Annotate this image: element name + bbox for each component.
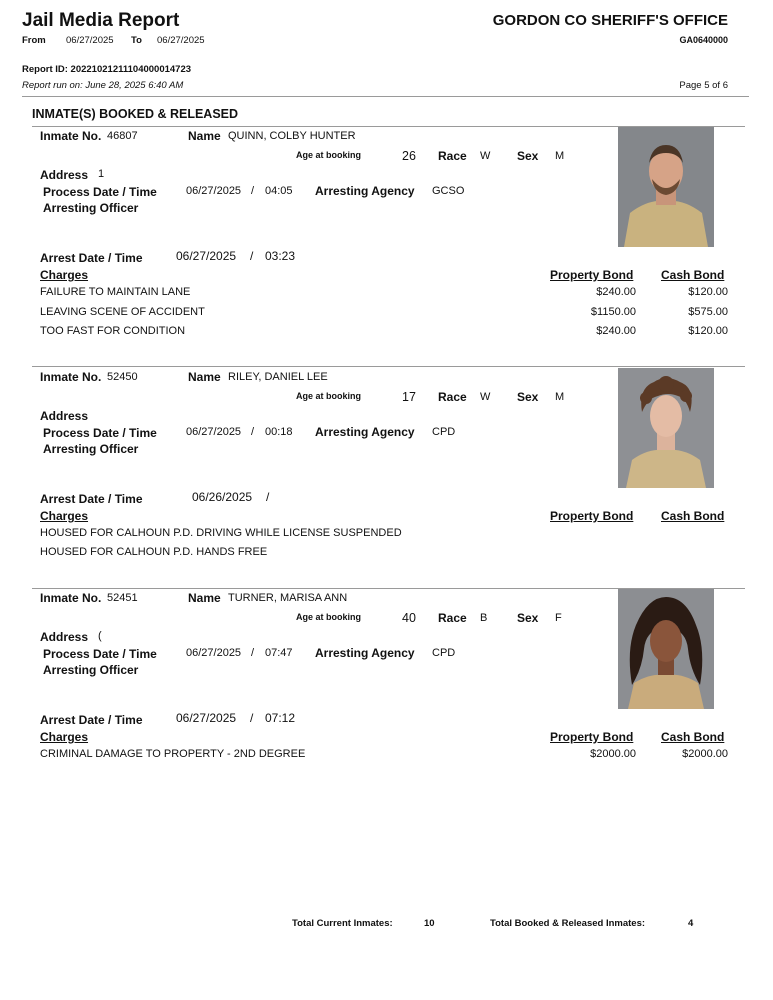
inmate-no-label: Inmate No. xyxy=(40,129,102,143)
charge-desc: FAILURE TO MAINTAIN LANE xyxy=(40,286,191,298)
charge-desc: TOO FAST FOR CONDITION xyxy=(40,325,186,337)
age-value: 17 xyxy=(402,390,416,404)
sex-label: Sex xyxy=(517,390,539,404)
charge-desc: HOUSED FOR CALHOUN P.D. HANDS FREE xyxy=(40,546,268,558)
inmate-name: QUINN, COLBY HUNTER xyxy=(228,130,356,142)
process-time: 04:05 xyxy=(265,185,293,197)
officer-label: Arresting Officer xyxy=(43,442,139,456)
process-date: 06/27/2025 xyxy=(186,185,242,197)
section-title: INMATE(S) BOOKED & RELEASED xyxy=(32,107,239,121)
arrest-time: 03:23 xyxy=(265,249,296,263)
name-label: Name xyxy=(188,129,221,143)
age-label: Age at booking xyxy=(296,612,361,622)
slash: / xyxy=(251,647,255,659)
arrest-label: Arrest Date / Time xyxy=(40,492,143,506)
inmate-no: 46807 xyxy=(107,130,138,142)
inmate-no: 52450 xyxy=(107,371,138,383)
report-id: Report ID: 20221021211104000014723 xyxy=(22,64,192,75)
charge-desc: LEAVING SCENE OF ACCIDENT xyxy=(40,306,205,318)
charge-desc: HOUSED FOR CALHOUN P.D. DRIVING WHILE LICENSE SUSPENDED xyxy=(40,527,402,539)
to-date: 06/27/2025 xyxy=(157,35,205,46)
race-value: W xyxy=(480,391,491,403)
sex-value: F xyxy=(555,612,562,624)
agency-value: GCSO xyxy=(432,185,465,197)
slash: / xyxy=(250,249,254,263)
property-bond-label: Property Bond xyxy=(550,730,634,744)
inmate-no-label: Inmate No. xyxy=(40,370,102,384)
process-date: 06/27/2025 xyxy=(186,426,242,438)
address-label: Address xyxy=(40,630,89,644)
race-value: W xyxy=(480,150,491,162)
ori-code: GA0640000 xyxy=(679,35,728,45)
process-date: 06/27/2025 xyxy=(186,647,242,659)
charges-label: Charges xyxy=(40,509,89,523)
charge-cash-bond: $120.00 xyxy=(688,286,728,298)
slash: / xyxy=(250,711,254,725)
arrest-date: 06/27/2025 xyxy=(176,249,237,263)
age-label: Age at booking xyxy=(296,391,361,401)
age-value: 40 xyxy=(402,611,416,625)
total-booked-value: 4 xyxy=(688,918,694,929)
race-label: Race xyxy=(438,611,467,625)
race-label: Race xyxy=(438,390,467,404)
age-value: 26 xyxy=(402,149,416,163)
charge-cash-bond: $2000.00 xyxy=(682,748,728,760)
mugshot-photo xyxy=(618,589,714,709)
inmate-no: 52451 xyxy=(107,592,138,604)
address-value: ( xyxy=(98,630,102,642)
report-title: Jail Media Report xyxy=(22,10,180,31)
inmate-record xyxy=(0,588,773,788)
process-label: Process Date / Time xyxy=(43,426,157,440)
to-label: To xyxy=(131,35,142,46)
total-booked-label: Total Booked & Released Inmates: xyxy=(490,918,646,929)
arrest-label: Arrest Date / Time xyxy=(40,713,143,727)
page-number: Page 5 of 6 xyxy=(679,80,728,91)
agency-value: CPD xyxy=(432,426,456,438)
inmate-record xyxy=(0,126,773,366)
charges-label: Charges xyxy=(40,730,89,744)
slash: / xyxy=(251,185,255,197)
sex-value: M xyxy=(555,391,565,403)
arrest-date: 06/26/2025 xyxy=(192,490,253,504)
slash: / xyxy=(266,490,270,504)
process-time: 00:18 xyxy=(265,426,293,438)
agency-name: GORDON CO SHERIFF'S OFFICE xyxy=(492,12,728,29)
charge-desc: CRIMINAL DAMAGE TO PROPERTY - 2ND DEGREE xyxy=(40,748,306,760)
name-label: Name xyxy=(188,370,221,384)
charge-property-bond: $240.00 xyxy=(596,325,636,337)
arrest-label: Arrest Date / Time xyxy=(40,251,143,265)
process-time: 07:47 xyxy=(265,647,293,659)
cash-bond-label: Cash Bond xyxy=(661,509,725,523)
charges-label: Charges xyxy=(40,268,89,282)
mugshot-photo xyxy=(618,368,714,488)
charge-cash-bond: $575.00 xyxy=(688,306,728,318)
total-current-label: Total Current Inmates: xyxy=(292,918,393,929)
address-value: 1 xyxy=(98,168,105,180)
property-bond-label: Property Bond xyxy=(550,509,634,523)
address-label: Address xyxy=(40,409,89,423)
officer-label: Arresting Officer xyxy=(43,663,139,677)
inmate-name: TURNER, MARISA ANN xyxy=(228,592,348,604)
arrest-date: 06/27/2025 xyxy=(176,711,237,725)
inmate-name: RILEY, DANIEL LEE xyxy=(228,371,328,383)
report-run-date: Report run on: June 28, 2025 6:40 AM xyxy=(22,80,184,91)
charge-cash-bond: $120.00 xyxy=(688,325,728,337)
from-date: 06/27/2025 xyxy=(66,35,114,46)
agency-label: Arresting Agency xyxy=(315,184,415,198)
officer-label: Arresting Officer xyxy=(43,201,139,215)
total-current-value: 10 xyxy=(424,918,435,929)
inmate-record xyxy=(0,367,773,587)
process-label: Process Date / Time xyxy=(43,647,157,661)
process-label: Process Date / Time xyxy=(43,185,157,199)
name-label: Name xyxy=(188,591,221,605)
agency-label: Arresting Agency xyxy=(315,646,415,660)
age-label: Age at booking xyxy=(296,150,361,160)
cash-bond-label: Cash Bond xyxy=(661,268,725,282)
header-divider xyxy=(22,96,749,97)
sex-label: Sex xyxy=(517,149,539,163)
sex-value: M xyxy=(555,150,565,162)
charge-property-bond: $2000.00 xyxy=(590,748,636,760)
address-label: Address xyxy=(40,168,89,182)
inmate-no-label: Inmate No. xyxy=(40,591,102,605)
from-label: From xyxy=(22,35,46,46)
race-label: Race xyxy=(438,149,467,163)
charge-property-bond: $240.00 xyxy=(596,286,636,298)
cash-bond-label: Cash Bond xyxy=(661,730,725,744)
sex-label: Sex xyxy=(517,611,539,625)
arrest-time: 07:12 xyxy=(265,711,296,725)
property-bond-label: Property Bond xyxy=(550,268,634,282)
race-value: B xyxy=(480,612,488,624)
charge-property-bond: $1150.00 xyxy=(590,306,636,318)
slash: / xyxy=(251,426,255,438)
agency-value: CPD xyxy=(432,647,456,659)
mugshot-photo xyxy=(618,127,714,247)
agency-label: Arresting Agency xyxy=(315,425,415,439)
